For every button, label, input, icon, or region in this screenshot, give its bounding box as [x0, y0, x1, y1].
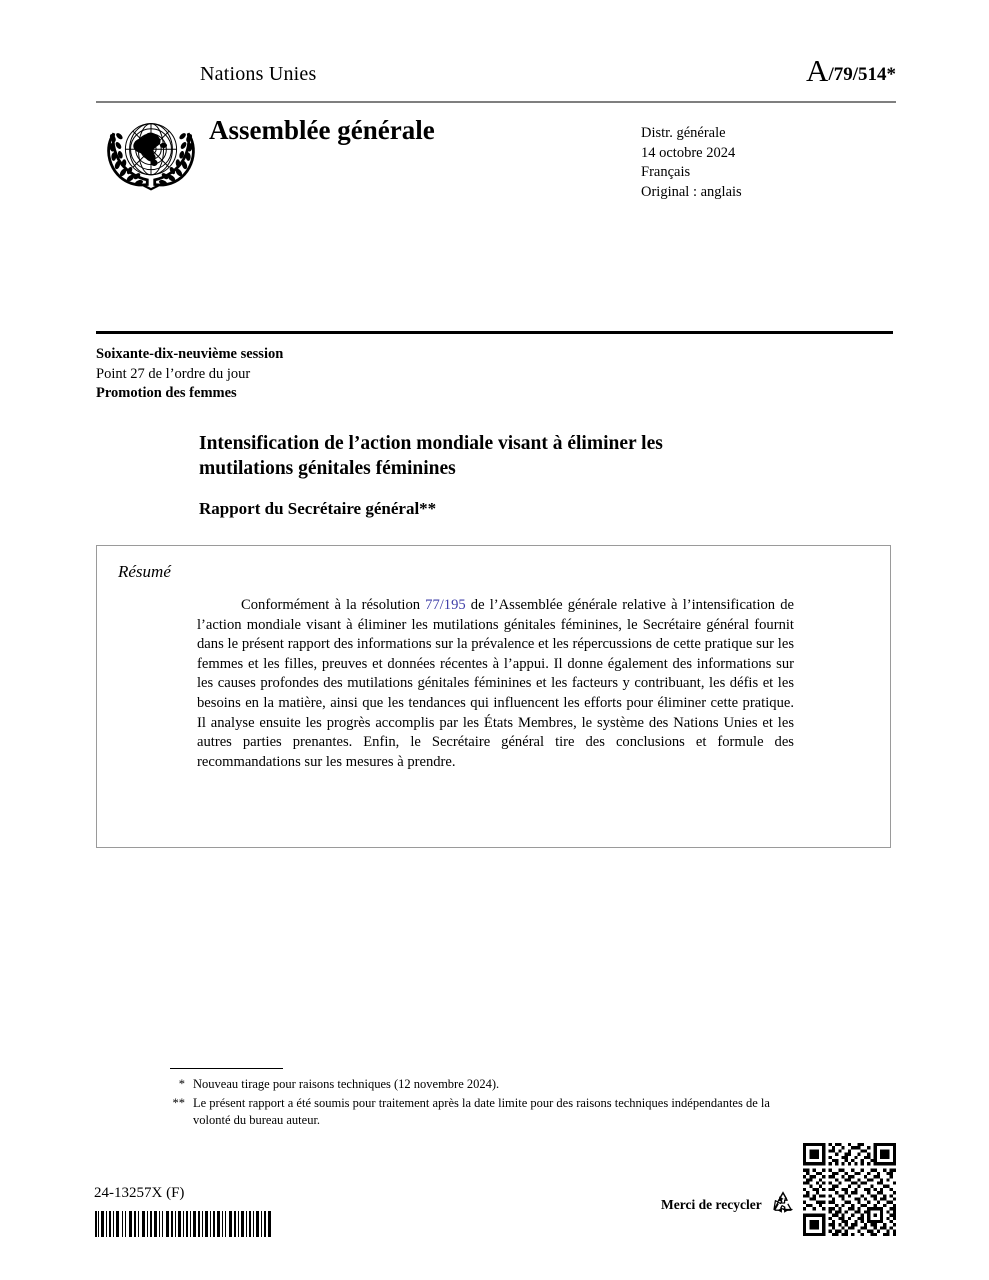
distribution-original: Original : anglais: [641, 183, 742, 200]
qr-code-icon: [803, 1143, 896, 1236]
organization-name: Nations Unies: [200, 63, 317, 85]
body-name: Assemblée générale: [209, 115, 435, 145]
footnote-marker: **: [172, 1096, 185, 1110]
distribution-type: Distr. générale: [641, 125, 726, 141]
footnote-item: [150, 1076, 810, 1093]
section-divider: [96, 331, 893, 334]
footnotes: [150, 1074, 810, 1129]
page-title: Intensification de l’action mondiale visant à éliminer les mutilations génitales féminines: [199, 433, 663, 479]
recycle-label: Merci de recycler: [661, 1197, 762, 1212]
distribution-language: Français: [641, 164, 691, 180]
summary-box: [96, 545, 891, 848]
summary-text: [197, 596, 794, 772]
masthead-divider: [96, 101, 896, 103]
masthead-top-row: [96, 53, 896, 95]
summary-label: Résumé: [118, 562, 171, 581]
summary-text-after-link: de l’Assemblée générale relative à l’intensification de l’action mondiale visant à éliminer les mutilations génitales féminines, le Secrétaire général fournit dans le présent rapport des informations sur la prévalence et les répercussions de cette pratique sur les femmes et les filles, preuves et données récentes à l’appui. Il donne également des informations sur les causes profondes des mutilations génitales féminines et les facteurs y contribuant, les défis et les besoins en la matière, ainsi que les tendances qui influencent les efforts pour éliminer cette pratique. Il analyse ensuite les progrès accomplis par les États Membres, le système des Nations Unies et les autres parties prenantes. Enfin, le Secrétaire général tire des conclusions et formule des recommandations sur les mesures à prendre.: [197, 597, 794, 770]
summary-text-before-link: Conformément à la résolution: [241, 597, 426, 613]
distribution-date: 14 octobre 2024: [641, 144, 736, 161]
footnote-text: Nouveau tirage pour raisons techniques (12 novembre 2024).: [193, 1077, 500, 1091]
document-symbol-rest: /79/514*: [828, 64, 896, 85]
footnote-text: Le présent rapport a été soumis pour traitement après la date limite pour des raisons techniques indépendantes de la volonté du bureau auteur.: [193, 1096, 770, 1127]
barcode-icon: [95, 1211, 271, 1237]
distribution-block: [641, 124, 742, 202]
document-symbol: [806, 53, 896, 90]
session-block: [96, 345, 283, 404]
job-number: 24-13257X (F): [94, 1185, 185, 1201]
masthead: [96, 53, 896, 95]
agenda-topic: Promotion des femmes: [96, 385, 237, 401]
footnote-marker: *: [178, 1077, 185, 1091]
footnote-divider: [170, 1068, 283, 1069]
page-subtitle: Rapport du Secrétaire général**: [199, 499, 437, 518]
session-name: Soixante-dix-neuvième session: [96, 346, 284, 362]
resolution-link[interactable]: 77/195: [425, 597, 466, 613]
document-symbol-letter: A: [806, 53, 829, 88]
un-emblem-icon: [104, 112, 198, 192]
footnote-item: [150, 1095, 810, 1129]
recycle-icon: [770, 1190, 796, 1216]
agenda-item: Point 27 de l’ordre du jour: [96, 365, 251, 382]
